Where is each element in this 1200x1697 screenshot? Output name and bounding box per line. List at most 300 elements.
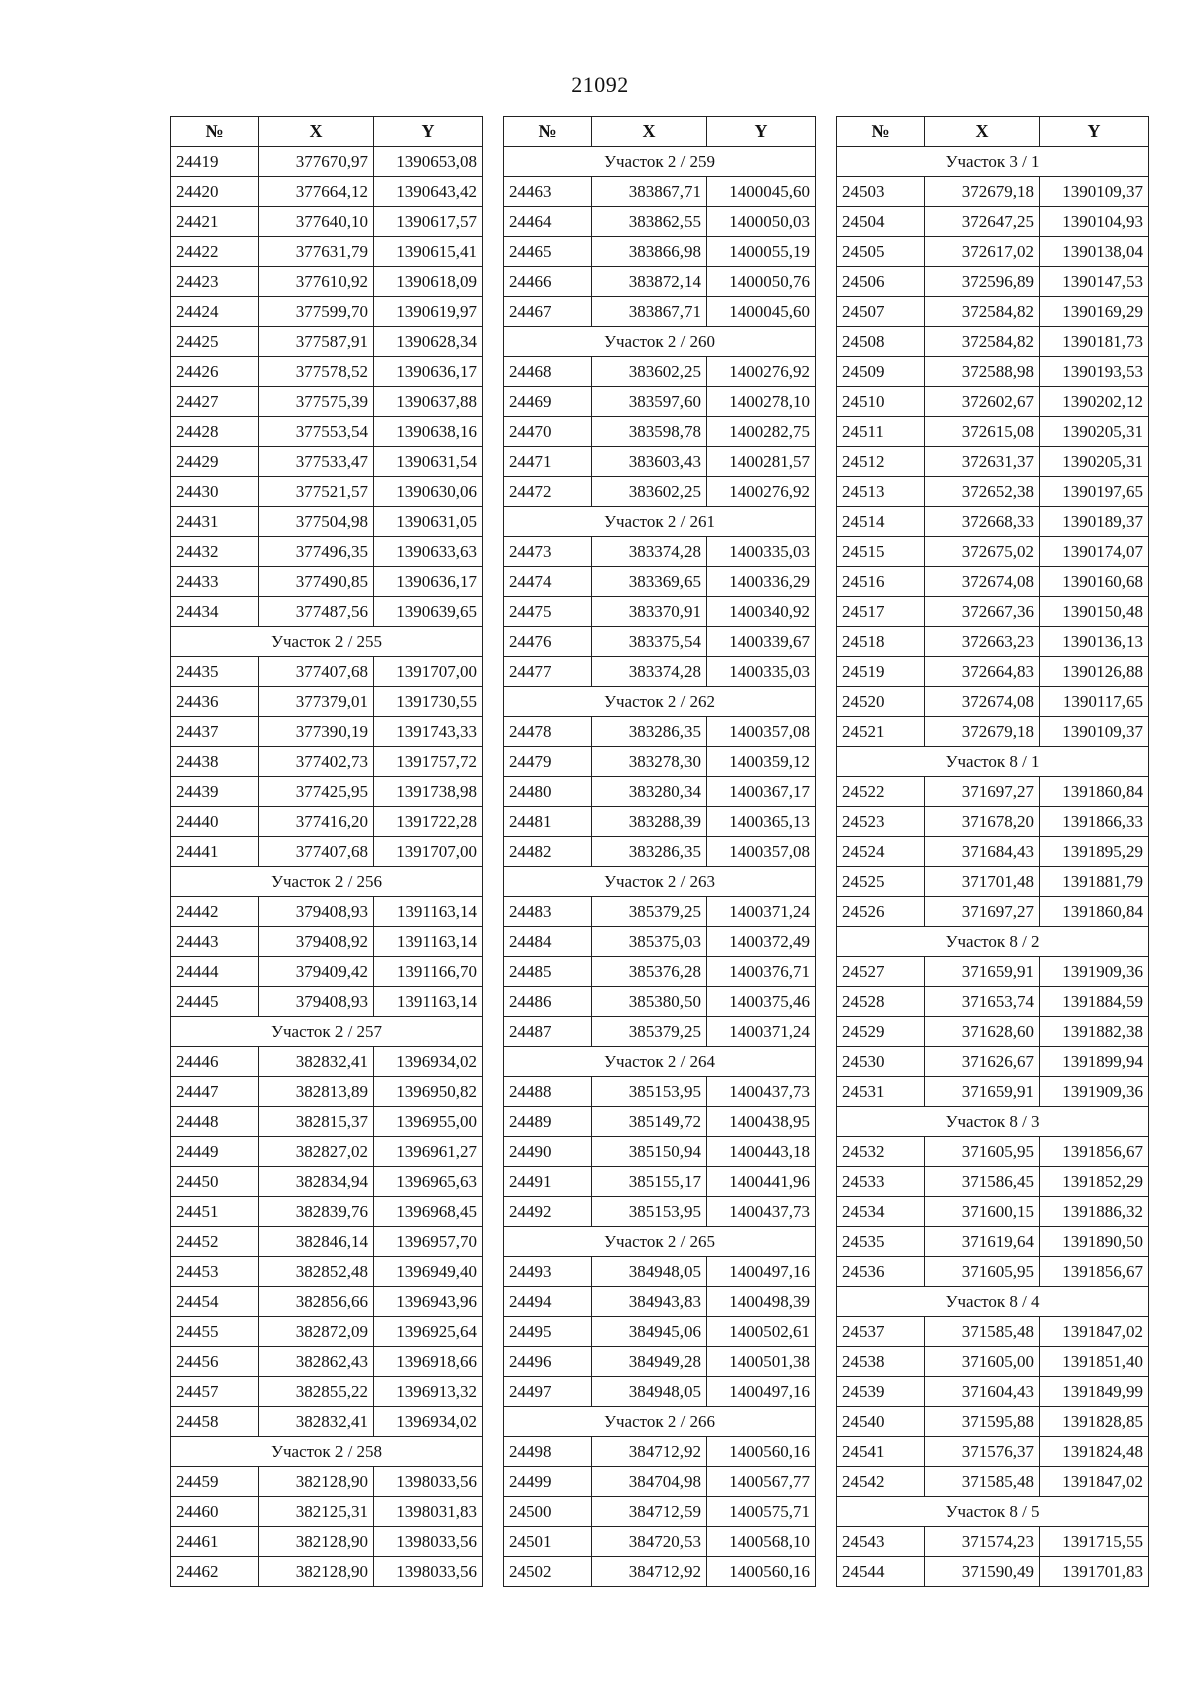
point-number-cell: 24484 — [504, 927, 592, 957]
x-coordinate-cell: 371604,43 — [925, 1377, 1040, 1407]
table-row — [837, 357, 1149, 387]
y-coordinate-cell: 1400050,76 — [707, 267, 816, 297]
y-coordinate-cell: 1391884,59 — [1040, 987, 1149, 1017]
table-row — [171, 357, 483, 387]
table-row — [837, 567, 1149, 597]
table-row — [837, 417, 1149, 447]
x-coordinate-cell: 377487,56 — [259, 597, 374, 627]
x-coordinate-cell: 383603,43 — [592, 447, 707, 477]
point-number-cell: 24419 — [171, 147, 259, 177]
table-row — [837, 1167, 1149, 1197]
x-coordinate-cell: 382832,41 — [259, 1407, 374, 1437]
x-coordinate-cell: 372652,38 — [925, 477, 1040, 507]
section-row — [504, 327, 816, 357]
point-number-cell: 24469 — [504, 387, 592, 417]
x-coordinate-cell: 371678,20 — [925, 807, 1040, 837]
x-coordinate-cell: 371605,95 — [925, 1137, 1040, 1167]
x-coordinate-cell: 377407,68 — [259, 837, 374, 867]
y-coordinate-cell: 1400336,29 — [707, 567, 816, 597]
table-row — [171, 1407, 483, 1437]
y-coordinate-cell: 1391886,32 — [1040, 1197, 1149, 1227]
y-coordinate-cell: 1396925,64 — [374, 1317, 483, 1347]
x-coordinate-cell: 371585,48 — [925, 1317, 1040, 1347]
y-coordinate-cell: 1390193,53 — [1040, 357, 1149, 387]
y-coordinate-cell: 1390631,05 — [374, 507, 483, 537]
point-number-cell: 24507 — [837, 297, 925, 327]
y-coordinate-cell: 1400575,71 — [707, 1497, 816, 1527]
point-number-cell: 24431 — [171, 507, 259, 537]
table-row — [504, 1467, 816, 1497]
point-number-cell: 24505 — [837, 237, 925, 267]
x-coordinate-cell: 384945,06 — [592, 1317, 707, 1347]
x-coordinate-cell: 384704,98 — [592, 1467, 707, 1497]
column-header-x: X — [259, 117, 374, 147]
x-coordinate-cell: 382852,48 — [259, 1257, 374, 1287]
x-coordinate-cell: 371684,43 — [925, 837, 1040, 867]
table-row — [504, 417, 816, 447]
x-coordinate-cell: 385379,25 — [592, 897, 707, 927]
y-coordinate-cell: 1391701,83 — [1040, 1557, 1149, 1587]
section-row — [504, 687, 816, 717]
point-number-cell: 24520 — [837, 687, 925, 717]
x-coordinate-cell: 382872,09 — [259, 1317, 374, 1347]
point-number-cell: 24461 — [171, 1527, 259, 1557]
y-coordinate-cell: 1400497,16 — [707, 1257, 816, 1287]
y-coordinate-cell: 1398033,56 — [374, 1467, 483, 1497]
y-coordinate-cell: 1400567,77 — [707, 1467, 816, 1497]
y-coordinate-cell: 1391895,29 — [1040, 837, 1149, 867]
table-row — [504, 657, 816, 687]
x-coordinate-cell: 383872,14 — [592, 267, 707, 297]
table-row — [837, 177, 1149, 207]
table-row — [171, 1137, 483, 1167]
y-coordinate-cell: 1391909,36 — [1040, 1077, 1149, 1107]
point-number-cell: 24427 — [171, 387, 259, 417]
table-row — [171, 327, 483, 357]
y-coordinate-cell: 1391847,02 — [1040, 1317, 1149, 1347]
point-number-cell: 24443 — [171, 927, 259, 957]
x-coordinate-cell: 377416,20 — [259, 807, 374, 837]
y-coordinate-cell: 1391882,38 — [1040, 1017, 1149, 1047]
point-number-cell: 24438 — [171, 747, 259, 777]
y-coordinate-cell: 1390202,12 — [1040, 387, 1149, 417]
x-coordinate-cell: 382128,90 — [259, 1527, 374, 1557]
table-row — [171, 597, 483, 627]
x-coordinate-cell: 377640,10 — [259, 207, 374, 237]
point-number-cell: 24498 — [504, 1437, 592, 1467]
point-number-cell: 24496 — [504, 1347, 592, 1377]
x-coordinate-cell: 371659,91 — [925, 1077, 1040, 1107]
section-title: Участок 2 / 258 — [171, 1437, 483, 1467]
point-number-cell: 24451 — [171, 1197, 259, 1227]
point-number-cell: 24460 — [171, 1497, 259, 1527]
y-coordinate-cell: 1391738,98 — [374, 777, 483, 807]
table-row — [171, 1107, 483, 1137]
x-coordinate-cell: 371595,88 — [925, 1407, 1040, 1437]
point-number-cell: 24424 — [171, 297, 259, 327]
x-coordinate-cell: 377379,01 — [259, 687, 374, 717]
x-coordinate-cell: 382125,31 — [259, 1497, 374, 1527]
x-coordinate-cell: 372679,18 — [925, 717, 1040, 747]
point-number-cell: 24500 — [504, 1497, 592, 1527]
section-title: Участок 8 / 5 — [837, 1497, 1149, 1527]
x-coordinate-cell: 377496,35 — [259, 537, 374, 567]
x-coordinate-cell: 372602,67 — [925, 387, 1040, 417]
table-row — [837, 1347, 1149, 1377]
table-row — [504, 597, 816, 627]
table-row — [171, 507, 483, 537]
table-row — [171, 537, 483, 567]
x-coordinate-cell: 372667,36 — [925, 597, 1040, 627]
table-row — [837, 867, 1149, 897]
point-number-cell: 24540 — [837, 1407, 925, 1437]
table-row — [504, 1077, 816, 1107]
x-coordinate-cell: 377425,95 — [259, 777, 374, 807]
y-coordinate-cell: 1400375,46 — [707, 987, 816, 1017]
y-coordinate-cell: 1390197,65 — [1040, 477, 1149, 507]
table-row — [837, 1317, 1149, 1347]
x-coordinate-cell: 371659,91 — [925, 957, 1040, 987]
section-title: Участок 3 / 1 — [837, 147, 1149, 177]
section-title: Участок 8 / 2 — [837, 927, 1149, 957]
table-row — [171, 1167, 483, 1197]
point-number-cell: 24422 — [171, 237, 259, 267]
y-coordinate-cell: 1390653,08 — [374, 147, 483, 177]
y-coordinate-cell: 1390104,93 — [1040, 207, 1149, 237]
point-number-cell: 24522 — [837, 777, 925, 807]
table-row — [504, 627, 816, 657]
table-row — [171, 567, 483, 597]
table-row — [837, 1077, 1149, 1107]
table-row — [504, 387, 816, 417]
x-coordinate-cell: 384943,83 — [592, 1287, 707, 1317]
y-coordinate-cell: 1400045,60 — [707, 297, 816, 327]
table-row — [504, 1497, 816, 1527]
section-title: Участок 2 / 263 — [504, 867, 816, 897]
section-row — [504, 867, 816, 897]
x-coordinate-cell: 383867,71 — [592, 297, 707, 327]
point-number-cell: 24478 — [504, 717, 592, 747]
point-number-cell: 24523 — [837, 807, 925, 837]
table-row — [837, 537, 1149, 567]
y-coordinate-cell: 1391851,40 — [1040, 1347, 1149, 1377]
y-coordinate-cell: 1391899,94 — [1040, 1047, 1149, 1077]
x-coordinate-cell: 371605,00 — [925, 1347, 1040, 1377]
point-number-cell: 24446 — [171, 1047, 259, 1077]
table-row — [504, 1137, 816, 1167]
point-number-cell: 24534 — [837, 1197, 925, 1227]
y-coordinate-cell: 1400560,16 — [707, 1437, 816, 1467]
table-row — [837, 1377, 1149, 1407]
y-coordinate-cell: 1391881,79 — [1040, 867, 1149, 897]
table-row — [837, 957, 1149, 987]
y-coordinate-cell: 1391828,85 — [1040, 1407, 1149, 1437]
point-number-cell: 24449 — [171, 1137, 259, 1167]
x-coordinate-cell: 383286,35 — [592, 837, 707, 867]
table-row — [171, 807, 483, 837]
table-row — [171, 1557, 483, 1587]
point-number-cell: 24516 — [837, 567, 925, 597]
y-coordinate-cell: 1391163,14 — [374, 987, 483, 1017]
point-number-cell: 24465 — [504, 237, 592, 267]
y-coordinate-cell: 1391730,55 — [374, 687, 483, 717]
section-title: Участок 2 / 264 — [504, 1047, 816, 1077]
x-coordinate-cell: 379408,93 — [259, 987, 374, 1017]
point-number-cell: 24501 — [504, 1527, 592, 1557]
table-row — [171, 447, 483, 477]
table-row — [171, 1257, 483, 1287]
point-number-cell: 24490 — [504, 1137, 592, 1167]
table-row — [504, 297, 816, 327]
y-coordinate-cell: 1400441,96 — [707, 1167, 816, 1197]
x-coordinate-cell: 377631,79 — [259, 237, 374, 267]
y-coordinate-cell: 1400501,38 — [707, 1347, 816, 1377]
y-coordinate-cell: 1391860,84 — [1040, 897, 1149, 927]
section-row — [837, 147, 1149, 177]
section-title: Участок 8 / 1 — [837, 747, 1149, 777]
x-coordinate-cell: 372674,08 — [925, 567, 1040, 597]
point-number-cell: 24445 — [171, 987, 259, 1017]
point-number-cell: 24538 — [837, 1347, 925, 1377]
point-number-cell: 24456 — [171, 1347, 259, 1377]
point-number-cell: 24466 — [504, 267, 592, 297]
x-coordinate-cell: 372584,82 — [925, 327, 1040, 357]
y-coordinate-cell: 1400340,92 — [707, 597, 816, 627]
x-coordinate-cell: 372674,08 — [925, 687, 1040, 717]
table-row — [837, 237, 1149, 267]
point-number-cell: 24542 — [837, 1467, 925, 1497]
y-coordinate-cell: 1400443,18 — [707, 1137, 816, 1167]
table-row — [171, 777, 483, 807]
y-coordinate-cell: 1400357,08 — [707, 837, 816, 867]
table-row — [837, 1527, 1149, 1557]
column-header-y: Y — [1040, 117, 1149, 147]
table-row — [504, 1287, 816, 1317]
y-coordinate-cell: 1390615,41 — [374, 237, 483, 267]
x-coordinate-cell: 382813,89 — [259, 1077, 374, 1107]
x-coordinate-cell: 383369,65 — [592, 567, 707, 597]
y-coordinate-cell: 1400357,08 — [707, 717, 816, 747]
x-coordinate-cell: 371626,67 — [925, 1047, 1040, 1077]
y-coordinate-cell: 1390633,63 — [374, 537, 483, 567]
x-coordinate-cell: 379408,93 — [259, 897, 374, 927]
point-number-cell: 24472 — [504, 477, 592, 507]
section-title: Участок 2 / 266 — [504, 1407, 816, 1437]
point-number-cell: 24425 — [171, 327, 259, 357]
point-number-cell: 24535 — [837, 1227, 925, 1257]
table-row — [171, 897, 483, 927]
point-number-cell: 24420 — [171, 177, 259, 207]
table-row — [504, 447, 816, 477]
point-number-cell: 24436 — [171, 687, 259, 717]
point-number-cell: 24463 — [504, 177, 592, 207]
x-coordinate-cell: 382834,94 — [259, 1167, 374, 1197]
point-number-cell: 24474 — [504, 567, 592, 597]
table-row — [171, 1047, 483, 1077]
column-header-x: X — [592, 117, 707, 147]
table-row — [837, 987, 1149, 1017]
y-coordinate-cell: 1396961,27 — [374, 1137, 483, 1167]
y-coordinate-cell: 1391824,48 — [1040, 1437, 1149, 1467]
y-coordinate-cell: 1400359,12 — [707, 747, 816, 777]
table-row — [837, 717, 1149, 747]
header-row — [504, 117, 816, 147]
y-coordinate-cell: 1400498,39 — [707, 1287, 816, 1317]
table-row — [171, 1287, 483, 1317]
y-coordinate-cell: 1396950,82 — [374, 1077, 483, 1107]
coordinates-table-1 — [170, 116, 483, 1587]
point-number-cell: 24488 — [504, 1077, 592, 1107]
section-title: Участок 2 / 260 — [504, 327, 816, 357]
table-row — [837, 267, 1149, 297]
point-number-cell: 24471 — [504, 447, 592, 477]
y-coordinate-cell: 1396949,40 — [374, 1257, 483, 1287]
y-coordinate-cell: 1400438,95 — [707, 1107, 816, 1137]
y-coordinate-cell: 1390109,37 — [1040, 177, 1149, 207]
x-coordinate-cell: 372675,02 — [925, 537, 1040, 567]
x-coordinate-cell: 377664,12 — [259, 177, 374, 207]
table-row — [171, 1077, 483, 1107]
table-row — [504, 1527, 816, 1557]
x-coordinate-cell: 377578,52 — [259, 357, 374, 387]
table-row — [171, 687, 483, 717]
table-row — [171, 1377, 483, 1407]
x-coordinate-cell: 371697,27 — [925, 777, 1040, 807]
y-coordinate-cell: 1398031,83 — [374, 1497, 483, 1527]
column-header-y: Y — [374, 117, 483, 147]
y-coordinate-cell: 1391852,29 — [1040, 1167, 1149, 1197]
x-coordinate-cell: 379409,42 — [259, 957, 374, 987]
section-row — [171, 1437, 483, 1467]
y-coordinate-cell: 1396913,32 — [374, 1377, 483, 1407]
point-number-cell: 24440 — [171, 807, 259, 837]
table-row — [837, 1137, 1149, 1167]
x-coordinate-cell: 377521,57 — [259, 477, 374, 507]
x-coordinate-cell: 372596,89 — [925, 267, 1040, 297]
table-row — [504, 1257, 816, 1287]
x-coordinate-cell: 377407,68 — [259, 657, 374, 687]
x-coordinate-cell: 383288,39 — [592, 807, 707, 837]
point-number-cell: 24508 — [837, 327, 925, 357]
point-number-cell: 24470 — [504, 417, 592, 447]
point-number-cell: 24481 — [504, 807, 592, 837]
point-number-cell: 24510 — [837, 387, 925, 417]
x-coordinate-cell: 372664,83 — [925, 657, 1040, 687]
x-coordinate-cell: 385155,17 — [592, 1167, 707, 1197]
table-row — [171, 207, 483, 237]
y-coordinate-cell: 1391722,28 — [374, 807, 483, 837]
y-coordinate-cell: 1390630,06 — [374, 477, 483, 507]
point-number-cell: 24432 — [171, 537, 259, 567]
x-coordinate-cell: 382839,76 — [259, 1197, 374, 1227]
y-coordinate-cell: 1400365,13 — [707, 807, 816, 837]
point-number-cell: 24521 — [837, 717, 925, 747]
point-number-cell: 24476 — [504, 627, 592, 657]
point-number-cell: 24504 — [837, 207, 925, 237]
point-number-cell: 24497 — [504, 1377, 592, 1407]
section-title: Участок 2 / 255 — [171, 627, 483, 657]
x-coordinate-cell: 379408,92 — [259, 927, 374, 957]
section-row — [504, 147, 816, 177]
coordinates-table-3 — [836, 116, 1149, 1587]
y-coordinate-cell: 1400045,60 — [707, 177, 816, 207]
y-coordinate-cell: 1396934,02 — [374, 1047, 483, 1077]
table-row — [171, 417, 483, 447]
x-coordinate-cell: 371697,27 — [925, 897, 1040, 927]
x-coordinate-cell: 377599,70 — [259, 297, 374, 327]
y-coordinate-cell: 1391166,70 — [374, 957, 483, 987]
table-row — [504, 267, 816, 297]
table-row — [171, 147, 483, 177]
point-number-cell: 24437 — [171, 717, 259, 747]
table-row — [504, 777, 816, 807]
table-row — [504, 987, 816, 1017]
table-row — [837, 837, 1149, 867]
table-row — [171, 387, 483, 417]
x-coordinate-cell: 372668,33 — [925, 507, 1040, 537]
x-coordinate-cell: 377575,39 — [259, 387, 374, 417]
table-row — [504, 567, 816, 597]
point-number-cell: 24442 — [171, 897, 259, 927]
y-coordinate-cell: 1400335,03 — [707, 537, 816, 567]
x-coordinate-cell: 372663,23 — [925, 627, 1040, 657]
point-number-cell: 24494 — [504, 1287, 592, 1317]
x-coordinate-cell: 371574,23 — [925, 1527, 1040, 1557]
point-number-cell: 24493 — [504, 1257, 592, 1287]
y-coordinate-cell: 1396955,00 — [374, 1107, 483, 1137]
table-row — [171, 747, 483, 777]
table-row — [837, 1257, 1149, 1287]
coordinates-table-2 — [503, 116, 816, 1587]
table-row — [504, 207, 816, 237]
y-coordinate-cell: 1400372,49 — [707, 927, 816, 957]
point-number-cell: 24536 — [837, 1257, 925, 1287]
section-row — [171, 1017, 483, 1047]
y-coordinate-cell: 1400050,03 — [707, 207, 816, 237]
table-row — [837, 327, 1149, 357]
y-coordinate-cell: 1400276,92 — [707, 477, 816, 507]
y-coordinate-cell: 1390147,53 — [1040, 267, 1149, 297]
x-coordinate-cell: 383374,28 — [592, 657, 707, 687]
y-coordinate-cell: 1390136,13 — [1040, 627, 1149, 657]
y-coordinate-cell: 1390617,57 — [374, 207, 483, 237]
x-coordinate-cell: 377390,19 — [259, 717, 374, 747]
y-coordinate-cell: 1390189,37 — [1040, 507, 1149, 537]
y-coordinate-cell: 1396968,45 — [374, 1197, 483, 1227]
x-coordinate-cell: 371576,37 — [925, 1437, 1040, 1467]
y-coordinate-cell: 1400497,16 — [707, 1377, 816, 1407]
x-coordinate-cell: 385150,94 — [592, 1137, 707, 1167]
y-coordinate-cell: 1400371,24 — [707, 897, 816, 927]
point-number-cell: 24492 — [504, 1197, 592, 1227]
y-coordinate-cell: 1396957,70 — [374, 1227, 483, 1257]
point-number-cell: 24502 — [504, 1557, 592, 1587]
table-row — [837, 807, 1149, 837]
x-coordinate-cell: 384949,28 — [592, 1347, 707, 1377]
point-number-cell: 24468 — [504, 357, 592, 387]
table-row — [504, 477, 816, 507]
y-coordinate-cell: 1390637,88 — [374, 387, 483, 417]
table-row — [504, 357, 816, 387]
y-coordinate-cell: 1391856,67 — [1040, 1137, 1149, 1167]
point-number-cell: 24441 — [171, 837, 259, 867]
x-coordinate-cell: 384948,05 — [592, 1257, 707, 1287]
table-row — [504, 717, 816, 747]
table-row — [504, 747, 816, 777]
table-row — [504, 1017, 816, 1047]
table-row — [837, 387, 1149, 417]
section-row — [504, 1227, 816, 1257]
